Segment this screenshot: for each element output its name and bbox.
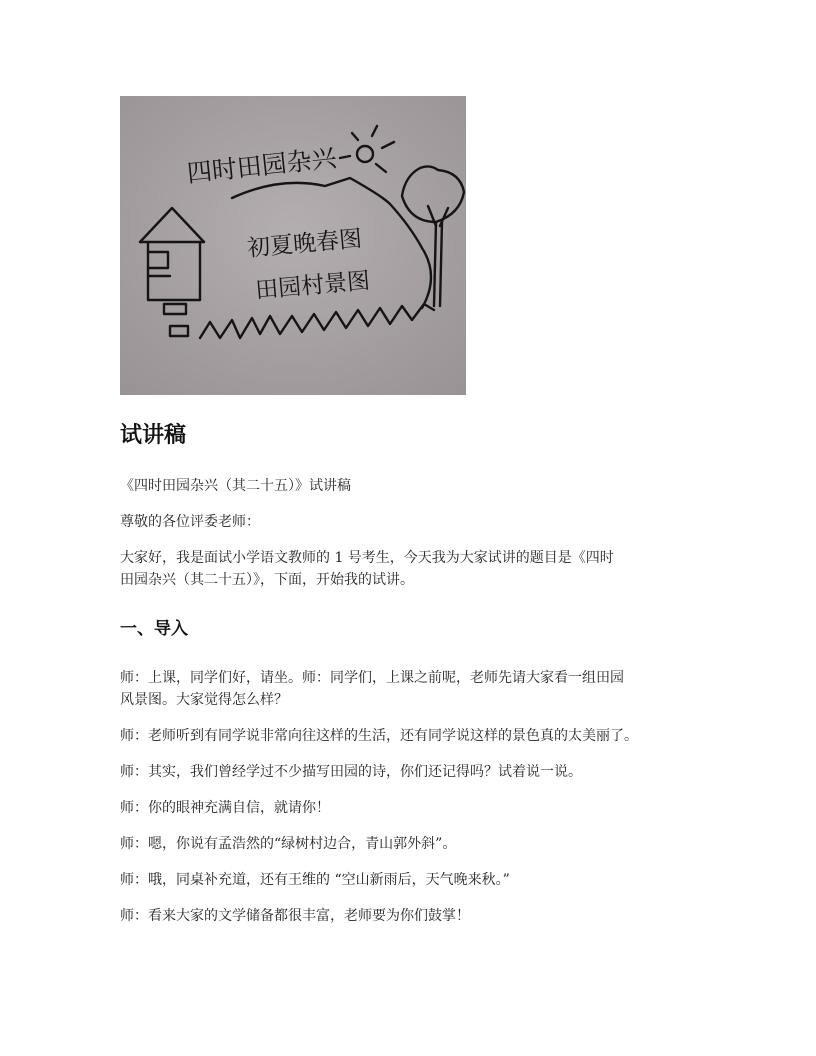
intro-paragraph [120, 547, 720, 591]
illustration-caption-1: 初夏晚春图 [246, 226, 364, 262]
paragraph-7: 师：看来大家的文学储备都很丰富，老师要为你们鼓掌！ [120, 908, 470, 924]
paragraph-3: 师：其实，我们曾经学过不少描写田园的诗，你们还记得吗？试着说一说。 [120, 764, 582, 780]
hand-drawn-illustration [120, 96, 466, 395]
paragraph-4: 师：你的眼神充满自信，就请你！ [120, 800, 330, 816]
document-title: 试讲稿 [120, 423, 187, 448]
section-heading-intro: 一、导入 [120, 619, 188, 639]
illustration-title: 四时田园杂兴 [185, 143, 338, 188]
paragraph-2: 师：老师听到有同学说非常向往这样的生活，还有同学说这样的景色真的太美丽了。 [120, 728, 638, 744]
document-subtitle: 《四时田园杂兴（其二十五）》试讲稿 [120, 478, 351, 494]
paragraph-1-line-2: 风景图。大家觉得怎么样？ [120, 692, 288, 708]
paragraph-1-line-1: 师：上课，同学们好，请坐。师：同学们，上课之前呢，老师先请大家看一组田园 [120, 670, 624, 686]
greeting: 尊敬的各位评委老师： [120, 514, 260, 530]
illustration-caption-2: 田园村景图 [254, 268, 372, 304]
intro-line-2: 田园杂兴（其二十五）》，下面，开始我的试讲。 [120, 572, 414, 588]
intro-line-1: 大家好，我是面试小学语文教师的 1 号考生，今天我为大家试讲的题目是《四时 [120, 550, 614, 566]
paragraph-6: 师：哦，同桌补充道，还有王维的 “空山新雨后，天气晚来秋。” [120, 872, 510, 888]
paragraph-5: 师：嗯，你说有孟浩然的“绿树村边合，青山郭外斜”。 [120, 836, 457, 852]
paragraph-1 [120, 667, 720, 711]
document-page [120, 96, 720, 927]
